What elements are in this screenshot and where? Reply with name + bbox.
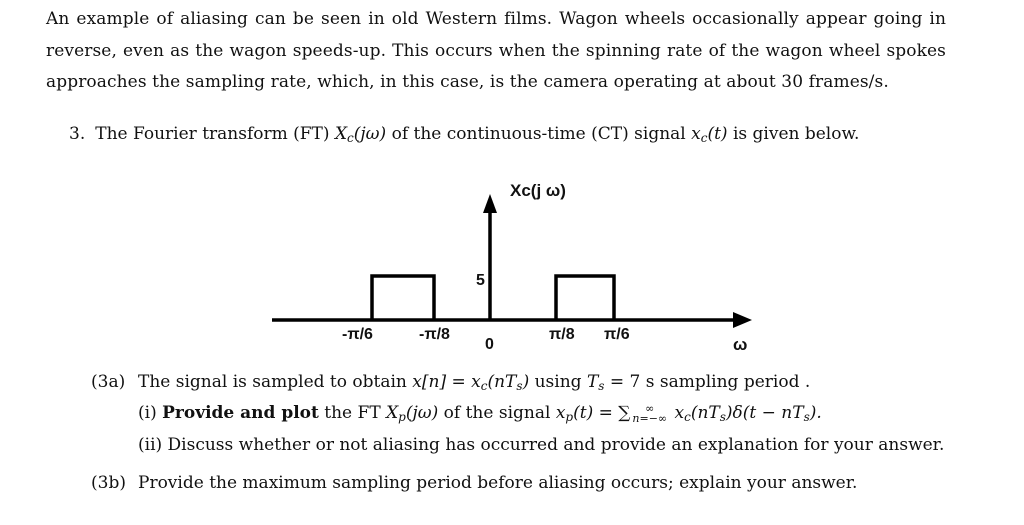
question-3a — [91, 372, 810, 393]
question-3a-text: The signal is sampled to obtain — [138, 372, 413, 392]
question-3a-i-emphasis: Provide and plot — [162, 403, 319, 423]
sampled-ft-symbol: $X_p(j\omega)$ — [386, 403, 439, 424]
x-axis-label: ω — [733, 335, 748, 354]
pulse-positive — [556, 276, 614, 320]
summation-symbol: ∑ — [618, 403, 631, 423]
question-3a-text-3: s sampling period . — [640, 372, 811, 392]
question-text: The Fourier transform (FT) — [95, 124, 335, 144]
tick-label: -π/6 — [342, 326, 373, 343]
question-3a-text-2: using — [529, 372, 587, 392]
impulse-area-label: 5 — [476, 272, 485, 289]
impulse-train-eq: $x_p(t)$ = ∑ ∞ n=−∞ $x_c(nT_s)\delta(t - nT_s)$. — [555, 401, 822, 425]
ft-symbol: $X_c(j\omega)$ — [334, 124, 387, 145]
tick-label: π/6 — [604, 326, 630, 343]
question-3b-label: (3b) — [91, 473, 126, 493]
question-text-2: of the continuous-time (CT) signal — [386, 124, 692, 144]
omega-axis-arrow — [733, 312, 752, 328]
question-3a-ii-label: (ii) — [138, 435, 163, 455]
pulse-negative — [372, 276, 434, 320]
question-3a-ii-text: Discuss whether or not aliasing has occurred and provide an explanation for your answer. — [167, 435, 945, 455]
question-3a-label: (3a) — [91, 372, 126, 392]
intro-line-2: reverse, even as the wagon speeds-up. This occurs when the spinning rate of the wagon wheel spokes — [46, 40, 946, 61]
question-text-3: is given below. — [727, 124, 860, 144]
tick-label: -π/8 — [419, 326, 450, 343]
question-3a-i-text: the FT — [318, 403, 387, 423]
question-3b — [91, 473, 857, 493]
question-3b-text: Provide the maximum sampling period before aliasing occurs; explain your answer. — [138, 473, 858, 493]
intro-line-3: approaches the sampling rate, which, in this case, is the camera operating at about 30 frames/s. — [46, 72, 889, 92]
question-3a-i — [138, 403, 822, 424]
tick-label: 0 — [485, 336, 494, 353]
question-3a-ii — [138, 435, 944, 455]
question-3a-i-text-2: of the signal — [438, 403, 556, 423]
sampling-period-eq: $T_s = 7$ — [586, 372, 641, 393]
y-axis-label: Xc(j ω) — [510, 181, 566, 200]
question-3a-i-label: (i) — [138, 403, 157, 423]
summation-limits: ∞ n=−∞ — [632, 401, 668, 425]
signal-symbol: $x_c(t)$ — [691, 124, 728, 145]
tick-label: π/8 — [549, 326, 575, 343]
question-number: 3. — [69, 124, 86, 144]
sampled-signal-eq: $x[n] = x_c(nT_s)$ — [412, 372, 530, 393]
impulse-arrow — [483, 194, 497, 213]
intro-line-1: An example of aliasing can be seen in old Western films. Wagon wheels occasionally appear going in — [46, 9, 946, 29]
